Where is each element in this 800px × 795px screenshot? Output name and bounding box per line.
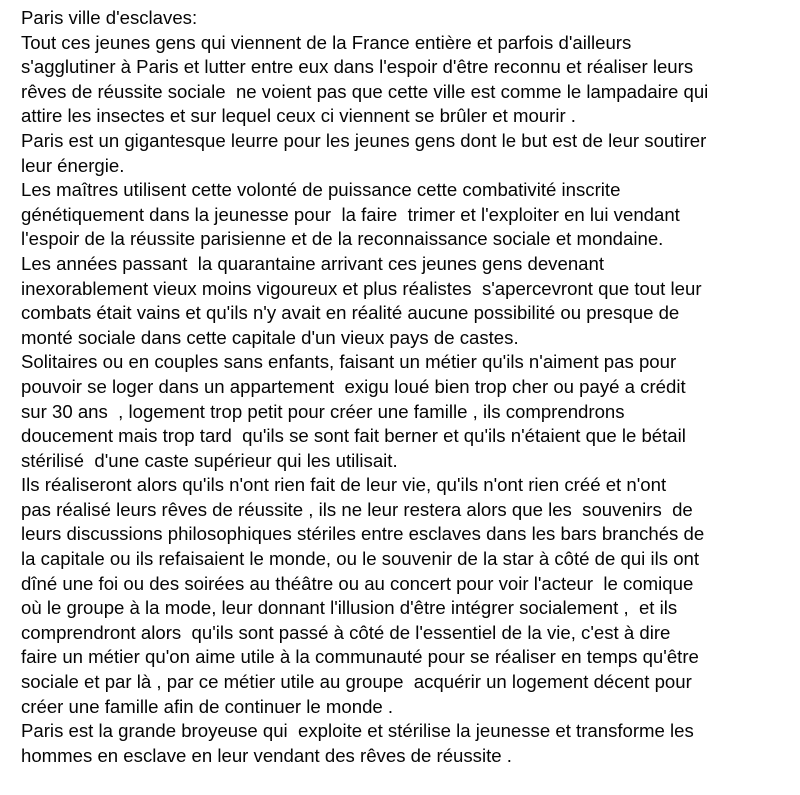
text-line: comprendront alors qu'ils sont passé à côté de l'essentiel de la vie, c'est à dire xyxy=(21,621,671,643)
text-line: leur énergie. xyxy=(21,154,125,176)
text-line: combats était vains et qu'ils n'y avait en réalité aucune possibilité ou presque de xyxy=(21,302,680,324)
text-line: hommes en esclave en leur vendant des rêves de réussite . xyxy=(21,744,512,766)
text-line: Paris est un gigantesque leurre pour les jeunes gens dont le but est de leur soutirer xyxy=(21,129,707,151)
text-line: sociale et par là , par ce métier utile au groupe acquérir un logement décent pour xyxy=(21,671,692,693)
text-line: sur 30 ans , logement trop petit pour créer une famille , ils comprendrons xyxy=(21,400,625,422)
text-line: Solitaires ou en couples sans enfants, faisant un métier qu'ils n'aiment pas pour xyxy=(21,351,677,373)
text-line: monté sociale dans cette capitale d'un vieux pays de castes. xyxy=(21,326,519,348)
post-title-line: Paris ville d'esclaves: xyxy=(21,7,198,28)
text-line: l'espoir de la réussite parisienne et de la reconnaissance sociale et mondaine. xyxy=(21,228,664,250)
text-line: dîné une foi ou des soirées au théâtre ou au concert pour voir l'acteur le comique xyxy=(21,572,694,594)
text-line: pouvoir se loger dans un appartement exigu loué bien trop cher ou payé a crédit xyxy=(21,375,686,397)
text-line: Les années passant la quarantaine arrivant ces jeunes gens devenant xyxy=(21,252,605,274)
text-line: inexorablement vieux moins vigoureux et plus réalistes s'apercevront que tout leur xyxy=(21,277,702,299)
text-line: leurs discussions philosophiques stériles entre esclaves dans les bars branchés de xyxy=(21,523,705,545)
text-line: la capitale ou ils refaisaient le monde, ou le souvenir de la star à côté de qui ils ont xyxy=(21,548,700,570)
text-line: Ils réaliseront alors qu'ils n'ont rien fait de leur vie, qu'ils n'ont rien créé et n'ont xyxy=(21,474,667,496)
text-line: rêves de réussite sociale ne voient pas que cette ville est comme le lampadaire qui xyxy=(21,80,709,102)
text-line: s'agglutiner à Paris et lutter entre eux dans l'espoir d'être reconnu et réaliser leurs xyxy=(21,56,694,78)
text-line: pas réalisé leurs rêves de réussite , ils ne leur restera alors que les souvenirs de xyxy=(21,498,693,520)
text-line: génétiquement dans la jeunesse pour la faire trimer et l'exploiter en lui vendant xyxy=(21,203,680,225)
text-line: stérilisé d'une caste supérieur qui les utilisait. xyxy=(21,449,398,471)
text-line: faire un métier qu'on aime utile à la communauté pour se réaliser en temps qu'être xyxy=(21,646,699,668)
text-line: attire les insectes et sur lequel ceux ci viennent se brûler et mourir . xyxy=(21,105,576,127)
text-line: créer une famille afin de continuer le monde . xyxy=(21,695,394,717)
text-line: Les maîtres utilisent cette volonté de puissance cette combativité inscrite xyxy=(21,179,621,201)
text-line: où le groupe à la mode, leur donnant l'illusion d'être intégrer socialement , et ils xyxy=(21,597,678,619)
text-line: doucement mais trop tard qu'ils se sont fait berner et qu'ils n'étaient que le bétail xyxy=(21,425,686,447)
text-line: Tout ces jeunes gens qui viennent de la France entière et parfois d'ailleurs xyxy=(21,31,632,53)
text-line: Paris est la grande broyeuse qui exploite et stérilise la jeunesse et transforme les xyxy=(21,720,694,742)
